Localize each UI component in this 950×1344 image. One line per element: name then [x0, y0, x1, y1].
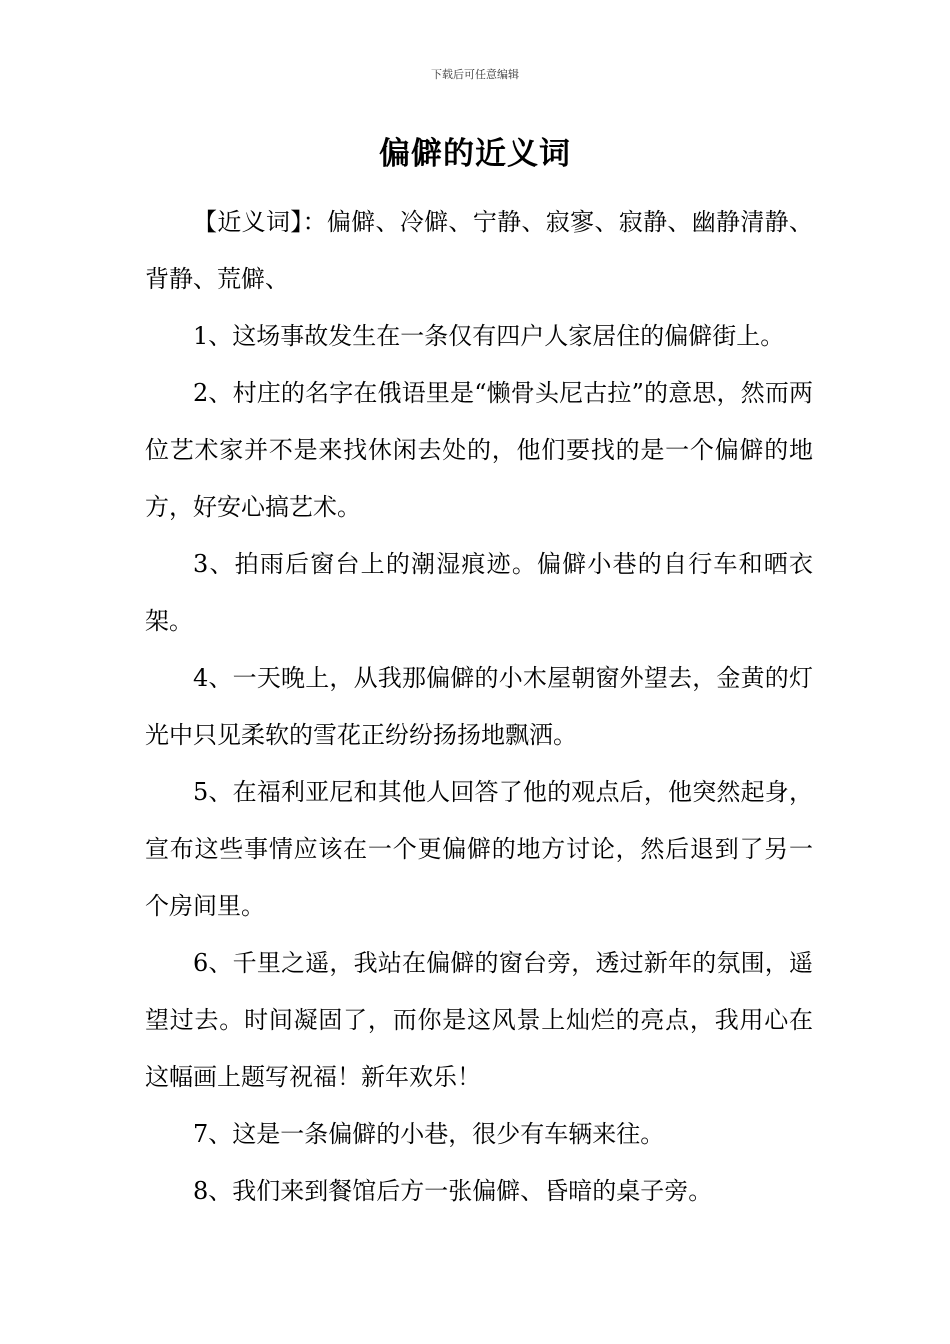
paragraph-example-3: 3、拍雨后窗台上的潮湿痕迹。偏僻小巷的自行车和晒衣架。	[145, 550, 813, 635]
paragraph-example-5: 5、在福利亚尼和其他人回答了他的观点后，他突然起身，宣布这些事情应该在一个更偏僻的地方讨论，然后退到了另一个房间里。	[145, 778, 813, 920]
paragraph-example-2: 2、村庄的名字在俄语里是“懒骨头尼古拉”的意思，然而两位艺术家并不是来找休闲去处的，他们要找的是一个偏僻的地方，好安心搞艺术。	[145, 379, 813, 521]
paragraph-example-4: 4、一天晚上，从我那偏僻的小木屋朝窗外望去，金黄的灯光中只见柔软的雪花正纷纷扬扬地飘洒。	[145, 664, 813, 749]
paragraph-example-6: 6、千里之遥，我站在偏僻的窗台旁，透过新年的氛围，遥望过去。时间凝固了，而你是这风景上灿烂的亮点，我用心在这幅画上题写祝福！新年欢乐！	[145, 949, 813, 1091]
document-body	[145, 194, 813, 1220]
page-title: 偏僻的近义词	[379, 136, 571, 172]
paragraph-example-7: 7、这是一条偏僻的小巷，很少有车辆来往。	[193, 1120, 665, 1148]
header-note: 下载后可任意编辑	[431, 68, 519, 81]
paragraph-example-1: 1、这场事故发生在一条仅有四户人家居住的偏僻街上。	[193, 322, 785, 350]
paragraph-synonyms: 【近义词】：偏僻、冷僻、宁静、寂寥、寂静、幽静清静、背静、荒僻、	[145, 208, 813, 293]
paragraph-example-8: 8、我们来到餐馆后方一张偏僻、昏暗的桌子旁。	[193, 1177, 713, 1205]
